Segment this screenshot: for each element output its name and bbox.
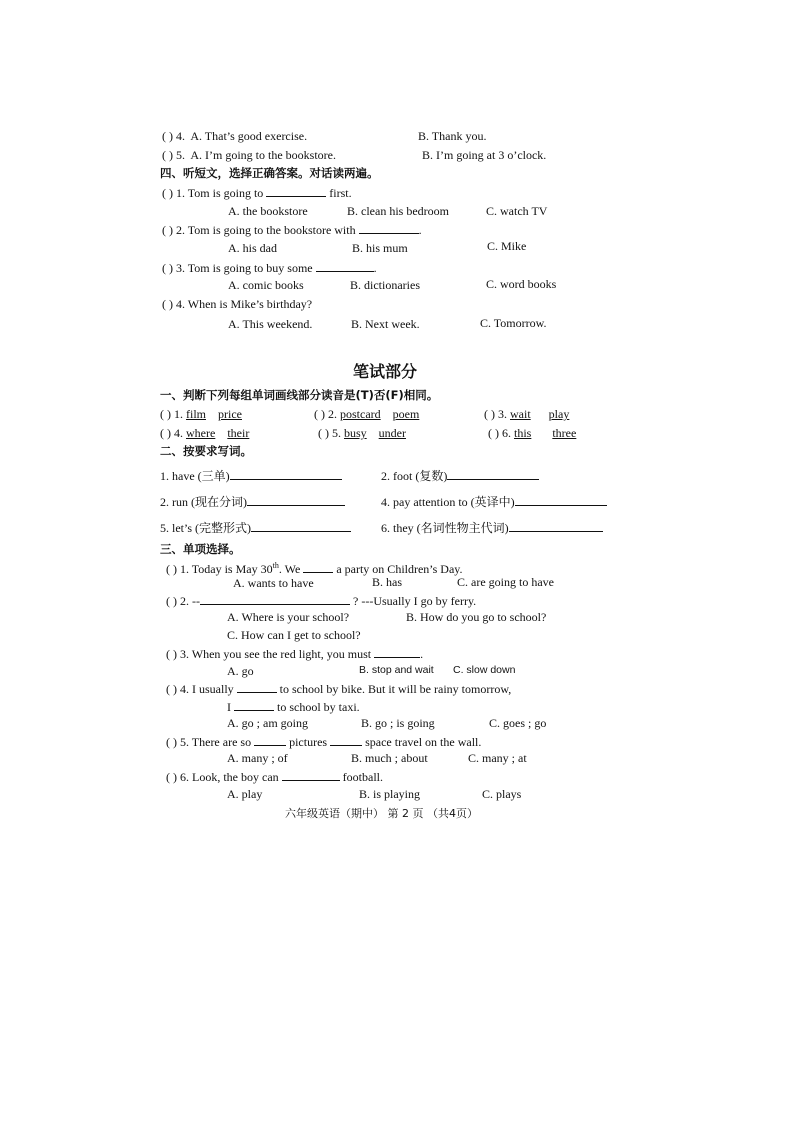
option-c: C. plays	[482, 787, 522, 801]
option-a: A. That’s good exercise.	[190, 129, 308, 143]
option-a: A. Where is your school?	[227, 610, 350, 624]
fill-blank[interactable]	[254, 734, 286, 746]
p2-item-1: 1. have (三单)	[160, 468, 342, 484]
part3-heading: 三、单项选择。	[160, 542, 241, 556]
fill-blank[interactable]	[200, 593, 350, 605]
answer-paren[interactable]: ( )	[162, 148, 173, 162]
answer-paren[interactable]: ( )	[484, 407, 495, 421]
p2-item-4: 4. pay attention to (英译中)	[381, 494, 607, 510]
option-a: A. the bookstore	[228, 204, 308, 218]
option-b: B. stop and wait	[359, 664, 434, 676]
fill-blank[interactable]	[374, 646, 420, 658]
fill-blank[interactable]	[234, 699, 274, 711]
fill-blank[interactable]	[266, 185, 326, 197]
fill-blank[interactable]	[316, 260, 374, 272]
option-a: A. many ; of	[227, 751, 288, 765]
p1-item-6: ( ) 6. this three	[488, 426, 577, 440]
option-a: A. I’m going to the bookstore.	[190, 148, 336, 162]
option-a: A. go	[227, 664, 254, 678]
answer-paren[interactable]: ( )	[162, 129, 173, 143]
s4-q1: ( ) 1. Tom is going to first.	[162, 186, 352, 200]
answer-paren[interactable]: ( )	[314, 407, 325, 421]
option-a: A. This weekend.	[228, 317, 313, 331]
fill-blank[interactable]	[282, 769, 340, 781]
answer-paren[interactable]: ( )	[166, 647, 177, 661]
option-a: A. his dad	[228, 241, 277, 255]
answer-paren[interactable]: ( )	[166, 682, 177, 696]
option-a: A. comic books	[228, 278, 304, 292]
p3-q6: ( ) 6. Look, the boy can football.	[166, 770, 383, 784]
option-c: C. Mike	[487, 239, 527, 253]
answer-paren[interactable]: ( )	[162, 223, 173, 237]
written-part-title: 笔试部分	[353, 362, 418, 381]
option-a: A. play	[227, 787, 263, 801]
part2-heading: 二、按要求写词。	[160, 444, 252, 458]
option-c: C. slow down	[453, 664, 516, 676]
p1-item-3: ( ) 3. wait play	[484, 407, 570, 421]
fill-blank[interactable]	[359, 222, 419, 234]
fill-blank[interactable]	[447, 468, 539, 480]
answer-paren[interactable]: ( )	[166, 770, 177, 784]
option-a: A. go ; am going	[227, 716, 308, 730]
listen-q4-option-b: B. Thank you.	[418, 129, 487, 143]
fill-blank[interactable]	[251, 520, 351, 532]
option-b: B. his mum	[352, 241, 408, 255]
option-c: C. How can I get to school?	[227, 628, 361, 642]
answer-paren[interactable]: ( )	[160, 407, 171, 421]
answer-paren[interactable]: ( )	[166, 594, 177, 608]
answer-paren[interactable]: ( )	[318, 426, 329, 440]
fill-blank[interactable]	[247, 494, 345, 506]
listen-q5: ( ) 5. A. I’m going to the bookstore.	[162, 148, 336, 162]
fill-blank[interactable]	[237, 681, 277, 693]
p2-item-2: 2. foot (复数)	[381, 468, 539, 484]
option-b: B. is playing	[359, 787, 421, 801]
listen-q5-option-b: B. I’m going at 3 o’clock.	[422, 148, 547, 162]
section4-heading: 四、听短文，选择正确答案。对话读两遍。	[160, 166, 379, 180]
option-b: B. has	[372, 575, 402, 589]
fill-blank[interactable]	[330, 734, 362, 746]
option-c: C. many ; at	[468, 751, 527, 765]
answer-paren[interactable]: ( )	[166, 735, 177, 749]
p3-q3: ( ) 3. When you see the red light, you must .	[166, 647, 424, 661]
p3-q5: ( ) 5. There are so pictures space travel on the wall.	[166, 735, 482, 749]
s4-q3: ( ) 3. Tom is going to buy some .	[162, 261, 377, 275]
option-c: C. word books	[486, 277, 557, 291]
answer-paren[interactable]: ( )	[488, 426, 499, 440]
p1-item-5: ( ) 5. busy under	[318, 426, 406, 440]
p3-q1: ( ) 1. Today is May 30th. We a party on Children’s Day.	[166, 561, 463, 576]
p2-item-6: 6. they (名词性物主代词)	[381, 520, 603, 536]
s4-q2: ( ) 2. Tom is going to the bookstore with .	[162, 223, 422, 237]
fill-blank[interactable]	[230, 468, 342, 480]
option-a: A. wants to have	[233, 576, 314, 590]
p1-item-1: ( ) 1. film price	[160, 407, 242, 421]
p3-q2: ( ) 2. -- ? ---Usually I go by ferry.	[166, 594, 477, 608]
fill-blank[interactable]	[515, 494, 607, 506]
answer-paren[interactable]: ( )	[162, 186, 173, 200]
option-c: C. watch TV	[486, 204, 548, 218]
option-b: B. Next week.	[351, 317, 420, 331]
p1-item-4: ( ) 4. where their	[160, 426, 250, 440]
fill-blank[interactable]	[303, 561, 333, 573]
p1-item-2: ( ) 2. postcard poem	[314, 407, 420, 421]
fill-blank[interactable]	[509, 520, 603, 532]
answer-paren[interactable]: ( )	[166, 562, 177, 576]
answer-paren[interactable]: ( )	[162, 297, 173, 311]
option-b: B. clean his bedroom	[347, 204, 449, 218]
option-b: B. How do you go to school?	[406, 610, 547, 624]
p2-item-5: 5. let’s (完整形式)	[160, 520, 351, 536]
option-b: B. dictionaries	[350, 278, 420, 292]
option-b: B. much ; about	[351, 751, 428, 765]
page-footer: 六年级英语（期中） 第 2 页 （共4页）	[285, 807, 478, 820]
option-c: C. goes ; go	[489, 716, 547, 730]
option-c: C. are going to have	[457, 575, 554, 589]
s4-q4: ( ) 4. When is Mike’s birthday?	[162, 297, 313, 311]
p2-item-3: 2. run (现在分词)	[160, 494, 345, 510]
option-b: B. go ; is going	[361, 716, 435, 730]
option-c: C. Tomorrow.	[480, 316, 547, 330]
part1-heading: 一、判断下列每组单词画线部分读音是(T)否(F)相同。	[160, 388, 439, 402]
p3-q4: ( ) 4. I usually to school by bike. But it will be rainy tomorrow,	[166, 682, 512, 696]
answer-paren[interactable]: ( )	[160, 426, 171, 440]
answer-paren[interactable]: ( )	[162, 261, 173, 275]
listen-q4: ( ) 4. A. That’s good exercise.	[162, 129, 308, 143]
p3-q4-line2: I to school by taxi.	[227, 700, 360, 714]
